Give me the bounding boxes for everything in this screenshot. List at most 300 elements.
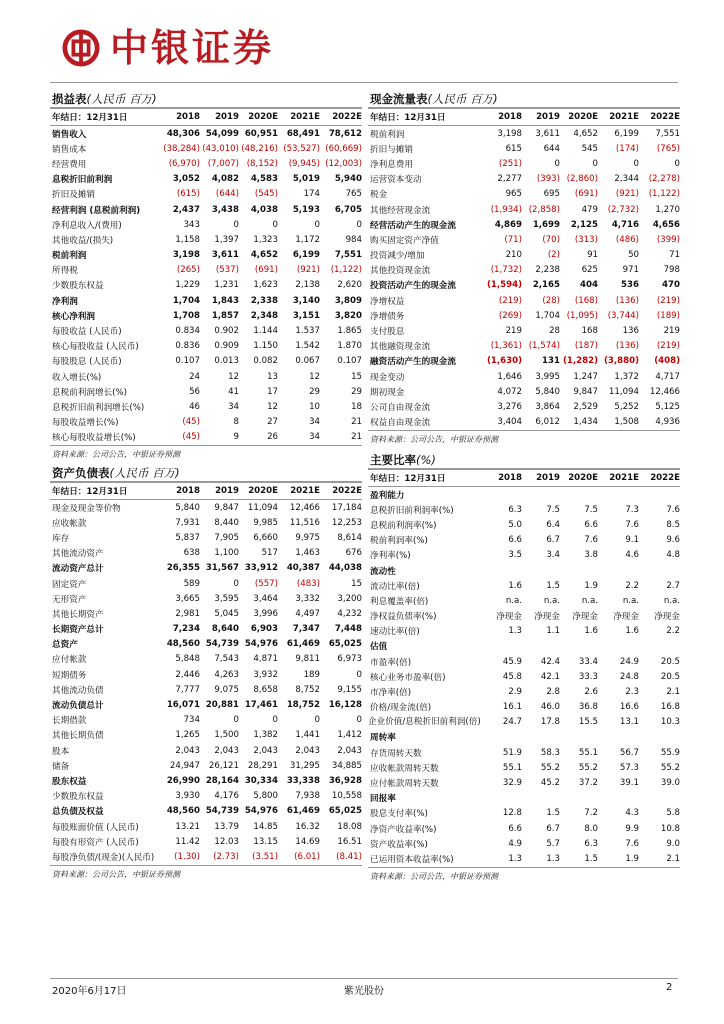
panel-unit: (%) — [416, 453, 436, 467]
row-label: 净权益负债率(%) — [370, 612, 437, 623]
row-value: 0 — [633, 158, 639, 169]
row-value: 1.5 — [546, 580, 560, 591]
row-value: (2,858) — [528, 204, 560, 215]
row-value: 343 — [183, 219, 200, 230]
table-row — [50, 399, 362, 414]
column-header: 2020E — [239, 483, 278, 500]
row-label: 净利率(%) — [370, 551, 411, 562]
row-value: 31,567 — [205, 563, 239, 574]
row-label: 每股股息 (人民币) — [52, 357, 122, 368]
row-value: 16.32 — [295, 821, 320, 832]
row-value: 1.6 — [508, 580, 522, 591]
row-value: 20.5 — [660, 671, 680, 682]
row-value — [598, 487, 639, 503]
row-label: 速动比率(倍) — [370, 627, 420, 638]
row-value: (644) — [215, 189, 239, 200]
row-value: 16,071 — [166, 700, 200, 711]
row-value: (265) — [176, 265, 200, 276]
row-value: 45.8 — [502, 671, 522, 682]
table-row — [368, 730, 680, 745]
row-value: 7.5 — [584, 504, 598, 515]
table-row — [368, 700, 680, 715]
row-value: (174) — [615, 143, 639, 154]
row-value — [484, 639, 522, 654]
balance-sheet-panel — [50, 465, 362, 883]
table-row — [368, 339, 680, 354]
table-row — [50, 667, 362, 682]
row-value: 33.3 — [578, 671, 598, 682]
table-row — [368, 399, 680, 414]
column-header: 2019 — [200, 483, 239, 500]
row-value: 7.6 — [666, 504, 680, 515]
row-value: 净现金 — [654, 612, 680, 623]
row-label: 每股有形资产 (人民币) — [52, 837, 139, 848]
table-row — [368, 384, 680, 399]
row-value: 54,976 — [244, 639, 278, 650]
column-header: 2022E — [320, 483, 362, 500]
row-label: 短期债务 — [52, 670, 87, 681]
table-row — [368, 172, 680, 187]
row-value: (6,970) — [168, 158, 200, 169]
cashflow-title — [368, 91, 680, 109]
row-value: (545) — [254, 189, 278, 200]
row-value: 16.8 — [660, 702, 680, 713]
row-label: 经营费用 — [52, 159, 87, 170]
table-row — [50, 713, 362, 728]
table-row — [368, 517, 680, 532]
table-row — [368, 156, 680, 171]
row-value: 4,232 — [337, 608, 362, 619]
row-value: 9,975 — [295, 532, 320, 543]
row-value: 10.8 — [660, 823, 680, 834]
row-value: 6.4 — [546, 519, 560, 530]
row-value: 2,981 — [175, 608, 200, 619]
row-label: 应收帐款 — [52, 518, 87, 529]
row-value: 4,652 — [573, 128, 598, 139]
row-value — [484, 730, 522, 745]
row-value: 7,931 — [175, 517, 200, 528]
row-label: 息税前利润率(%) — [370, 520, 437, 531]
row-value: (3.51) — [252, 851, 278, 862]
row-value: (60,669) — [325, 143, 362, 154]
row-value: 5,193 — [292, 204, 320, 215]
table-header-row — [50, 109, 362, 126]
row-value — [639, 791, 680, 806]
column-header: 2019 — [522, 470, 560, 487]
row-value — [560, 791, 598, 806]
table-row — [368, 821, 680, 836]
row-value: (189) — [656, 310, 680, 321]
table-row — [368, 548, 680, 563]
row-value: 3.4 — [546, 550, 560, 561]
row-value: 536 — [621, 280, 639, 291]
table-row — [50, 354, 362, 369]
row-value: (43,010) — [202, 143, 239, 154]
row-value: 2,277 — [497, 174, 522, 185]
row-value: 1,646 — [497, 371, 522, 382]
row-value: 55.1 — [578, 747, 598, 758]
row-value: 54,739 — [205, 639, 239, 650]
row-value: 3,052 — [172, 174, 200, 185]
row-value: 6.6 — [508, 823, 522, 834]
row-label: 总资产 — [52, 640, 78, 651]
row-value: 13.79 — [214, 821, 239, 832]
row-value: n.a. — [622, 595, 639, 606]
row-value: 1,100 — [214, 548, 239, 559]
table-row — [50, 339, 362, 354]
table-row — [50, 637, 362, 652]
row-value: (486) — [615, 234, 639, 245]
footer-page-number: 2 — [666, 982, 673, 993]
row-value: 2,125 — [570, 219, 598, 230]
row-label: 其他长期资产 — [52, 609, 104, 620]
table-row — [368, 502, 680, 517]
row-value: 9,847 — [214, 502, 239, 513]
row-value: 3,332 — [295, 593, 320, 604]
row-value — [484, 791, 522, 806]
row-label: 每股账面价值 (人民币) — [52, 822, 139, 833]
row-label: 周转率 — [370, 733, 396, 744]
row-value: (393) — [536, 174, 560, 185]
row-value: 净现金 — [534, 612, 560, 623]
row-label: 支付股息 — [370, 327, 405, 338]
row-value: 1,708 — [172, 310, 200, 321]
row-label: 市盈率(倍) — [370, 657, 412, 668]
row-value: 净现金 — [613, 612, 639, 623]
row-value: 11,094 — [247, 502, 278, 513]
row-value: (399) — [656, 234, 680, 245]
row-value: 14.69 — [295, 836, 320, 847]
table-row — [368, 323, 680, 338]
row-value: 6.7 — [546, 535, 560, 546]
row-value: 7,347 — [292, 624, 320, 635]
row-value: 13 — [267, 371, 278, 382]
row-label: 权益自由现金流 — [370, 418, 431, 429]
row-value: (71) — [504, 234, 522, 245]
row-label: 经营活动产生的现金流 — [370, 220, 456, 231]
row-value: 0.082 — [253, 356, 278, 367]
row-label: 应收帐款周转天数 — [370, 763, 439, 774]
row-label: 流动比率(倍) — [370, 581, 420, 592]
row-value — [522, 563, 560, 578]
row-value: 1,623 — [253, 280, 278, 291]
row-value: 5,800 — [253, 791, 278, 802]
row-label: 折旧与摊销 — [370, 144, 413, 155]
row-value: 2,043 — [175, 745, 200, 756]
row-value: 0 — [592, 158, 598, 169]
row-value: 61,469 — [286, 639, 320, 650]
row-value: (45) — [182, 417, 200, 428]
row-value: 40,387 — [286, 563, 320, 574]
row-value: 12.03 — [214, 836, 239, 847]
row-value — [522, 487, 560, 503]
row-label: 净增债务 — [370, 311, 405, 322]
row-value: 5.7 — [546, 838, 560, 849]
row-value: (2) — [547, 250, 560, 261]
row-value: 7,938 — [295, 791, 320, 802]
row-value: 0 — [314, 715, 320, 726]
row-label: 长期借款 — [52, 716, 87, 727]
row-value: 91 — [587, 250, 598, 261]
row-value: 55.2 — [660, 762, 680, 773]
row-value: 33,338 — [286, 775, 320, 786]
row-value: 18,752 — [286, 700, 320, 711]
row-value: 3,198 — [497, 128, 522, 139]
row-value: 9.1 — [625, 535, 639, 546]
row-value: 31,295 — [289, 760, 320, 771]
table-row — [368, 263, 680, 278]
table-row — [368, 141, 680, 156]
row-value — [598, 791, 639, 806]
row-label: 固定资产 — [52, 579, 87, 590]
row-value: 0.902 — [214, 326, 239, 337]
row-label: 期初现金 — [370, 387, 405, 398]
table-row — [50, 530, 362, 545]
panel-unit: (人民币 百万) — [109, 466, 180, 480]
row-value: 3,276 — [497, 401, 522, 412]
table-row — [368, 248, 680, 263]
row-value: (136) — [615, 341, 639, 352]
row-value: 1,158 — [175, 234, 200, 245]
row-value: (28) — [542, 295, 560, 306]
row-value: 1.6 — [584, 626, 598, 637]
row-label: 息税折旧前利润率(%) — [370, 505, 454, 516]
column-header: 2021E — [278, 109, 320, 126]
row-value: 1,412 — [337, 730, 362, 741]
row-value: 1.1 — [546, 626, 560, 637]
row-value: 4,263 — [214, 669, 239, 680]
row-value: 27 — [267, 417, 278, 428]
row-value: n.a. — [663, 595, 680, 606]
row-value: (48,216) — [241, 143, 278, 154]
row-value: 479 — [581, 204, 598, 215]
row-value: 4,936 — [655, 417, 680, 428]
row-value — [560, 563, 598, 578]
column-header: 2020E — [560, 470, 598, 487]
table-row — [50, 697, 362, 712]
row-value: 48,560 — [166, 806, 200, 817]
table-row — [50, 500, 362, 516]
table-row — [50, 652, 362, 667]
row-value: 12.8 — [502, 808, 522, 819]
row-value: 0 — [272, 219, 278, 230]
table-row — [368, 836, 680, 851]
row-value: 0 — [356, 669, 362, 680]
row-value: 131 — [542, 356, 560, 367]
row-value: 1.3 — [546, 853, 560, 864]
row-value: 1,843 — [211, 295, 239, 306]
row-value: (1,361) — [490, 341, 522, 352]
row-value: 55.1 — [502, 762, 522, 773]
row-label: 核心业务市盈率(倍) — [370, 672, 446, 683]
row-value: 21 — [351, 432, 362, 443]
row-value: 2.7 — [666, 580, 680, 591]
row-label: 已运用资本收益率(%) — [370, 854, 454, 865]
panel-title-text: 现金流量表 — [370, 92, 428, 106]
row-value — [560, 639, 598, 654]
table-row — [50, 156, 362, 171]
row-value: 55.2 — [540, 762, 560, 773]
row-label: 投资减少/增加 — [370, 251, 425, 262]
header-divider — [50, 82, 678, 83]
row-value: 2,437 — [172, 204, 200, 215]
row-value: 65,025 — [328, 806, 362, 817]
row-value: 55.2 — [578, 762, 598, 773]
row-value: 1.6 — [625, 626, 639, 637]
row-value: 33.4 — [578, 656, 598, 667]
table-row — [368, 487, 680, 503]
row-value: 0.107 — [337, 356, 362, 367]
table-row — [50, 849, 362, 864]
row-value: 60,951 — [244, 128, 278, 139]
row-value: 965 — [505, 189, 522, 200]
row-value: 0.834 — [175, 326, 200, 337]
row-value: (1,732) — [490, 265, 522, 276]
row-value: 37.2 — [578, 777, 598, 788]
row-value: 6,705 — [334, 204, 362, 215]
row-value: (1,122) — [648, 189, 680, 200]
row-value: 11.42 — [175, 836, 200, 847]
row-value: 12 — [228, 371, 239, 382]
row-label: 核心净利润 — [52, 311, 95, 322]
cashflow-table — [368, 109, 680, 430]
row-value: (7,007) — [207, 158, 239, 169]
row-value: (1,122) — [330, 265, 362, 276]
row-value: 8,658 — [253, 684, 278, 695]
row-value: 6,199 — [292, 250, 320, 261]
row-value: 3,930 — [175, 791, 200, 802]
table-row — [50, 172, 362, 187]
row-value: 676 — [345, 548, 362, 559]
row-value: 13.21 — [175, 821, 200, 832]
row-label: 税前利润 — [370, 129, 405, 140]
row-label: 销售成本 — [52, 144, 87, 155]
ratios-title — [368, 452, 680, 470]
row-label: 流动性 — [370, 566, 396, 577]
row-value: 3.5 — [508, 550, 522, 561]
row-value: 4.6 — [625, 550, 639, 561]
row-value: 9 — [233, 432, 239, 443]
row-label: 每股净负债/(现金)(人民币) — [52, 852, 155, 863]
row-value: 3.8 — [584, 550, 598, 561]
row-value: 6.6 — [508, 535, 522, 546]
table-row — [368, 533, 680, 548]
row-value: 6,199 — [614, 128, 639, 139]
row-label: 储备 — [52, 761, 70, 772]
row-value: (8.41) — [336, 851, 362, 862]
row-value: 3,611 — [211, 250, 239, 261]
row-value: (136) — [615, 295, 639, 306]
row-value: (219) — [656, 295, 680, 306]
row-value: 9.9 — [625, 823, 639, 834]
row-value: 1.3 — [508, 626, 522, 637]
table-row — [368, 654, 680, 669]
row-value: 219 — [663, 326, 680, 337]
row-value: 4,871 — [253, 654, 278, 665]
row-label: 净利息收入/(费用) — [52, 220, 122, 231]
row-value: 6.3 — [584, 838, 598, 849]
row-value: 65,025 — [328, 639, 362, 650]
row-value — [522, 639, 560, 654]
row-value: (8,152) — [246, 158, 278, 169]
row-value: 50 — [628, 250, 639, 261]
row-value: 12,466 — [649, 386, 680, 397]
table-row — [368, 775, 680, 790]
row-value: 18.08 — [337, 821, 362, 832]
table-row — [368, 293, 680, 308]
row-value: 29 — [309, 386, 320, 397]
row-value: (483) — [296, 578, 320, 589]
table-row — [50, 804, 362, 819]
row-value: 7.6 — [584, 535, 598, 546]
row-value: (1,934) — [490, 204, 522, 215]
row-value: 14.85 — [253, 821, 278, 832]
row-value: 2.3 — [625, 687, 639, 698]
table-header-row — [50, 483, 362, 500]
panel-title-text: 损益表 — [52, 92, 87, 106]
row-label: 运营资本变动 — [370, 175, 422, 186]
column-header: 2019 — [200, 109, 239, 126]
row-value: 1.870 — [337, 341, 362, 352]
row-value: (3,744) — [607, 310, 639, 321]
row-label: 每股收益 (人民币) — [52, 327, 122, 338]
row-value: 7,551 — [655, 128, 680, 139]
row-value: (187) — [574, 341, 598, 352]
row-value: 48,560 — [166, 639, 200, 650]
row-value: 189 — [303, 669, 320, 680]
row-value: 11,516 — [289, 517, 320, 528]
row-value: 1,231 — [214, 280, 239, 291]
row-value: 5,848 — [175, 654, 200, 665]
row-value: (557) — [254, 578, 278, 589]
row-value: (2,278) — [648, 174, 680, 185]
table-row — [50, 187, 362, 202]
row-value: 45.9 — [502, 656, 522, 667]
row-value — [522, 791, 560, 806]
row-value: 1.5 — [546, 808, 560, 819]
row-label: 现金及现金等价物 — [52, 503, 121, 514]
table-row — [368, 609, 680, 624]
row-label: 其他投资现金流 — [370, 266, 431, 277]
table-row — [368, 187, 680, 202]
row-value: n.a. — [581, 595, 598, 606]
row-value: 17,184 — [331, 502, 362, 513]
row-label: 价格/现金流(倍) — [370, 703, 432, 714]
row-value: 4,652 — [250, 250, 278, 261]
row-label: 股东权益 — [52, 776, 87, 787]
row-value: 8,440 — [214, 517, 239, 528]
row-value: 8,614 — [337, 532, 362, 543]
row-value: 32.9 — [502, 777, 522, 788]
row-value: 16.51 — [337, 836, 362, 847]
row-value: 26,121 — [208, 760, 239, 771]
row-value: 1.537 — [295, 326, 320, 337]
row-value: 3,200 — [337, 593, 362, 604]
row-value: 1,265 — [175, 730, 200, 741]
row-value: 1.542 — [295, 341, 320, 352]
row-label: 其他长期负债 — [52, 731, 104, 742]
row-value: 55.9 — [660, 747, 680, 758]
table-row — [368, 851, 680, 866]
row-value: (2,860) — [566, 174, 598, 185]
row-value: 0 — [356, 219, 362, 230]
row-label: 存货周转天数 — [370, 748, 422, 759]
row-value: (1,574) — [528, 341, 560, 352]
row-value: 3,864 — [535, 401, 560, 412]
table-row — [368, 684, 680, 699]
table-row — [50, 622, 362, 637]
row-value: 2,043 — [295, 745, 320, 756]
